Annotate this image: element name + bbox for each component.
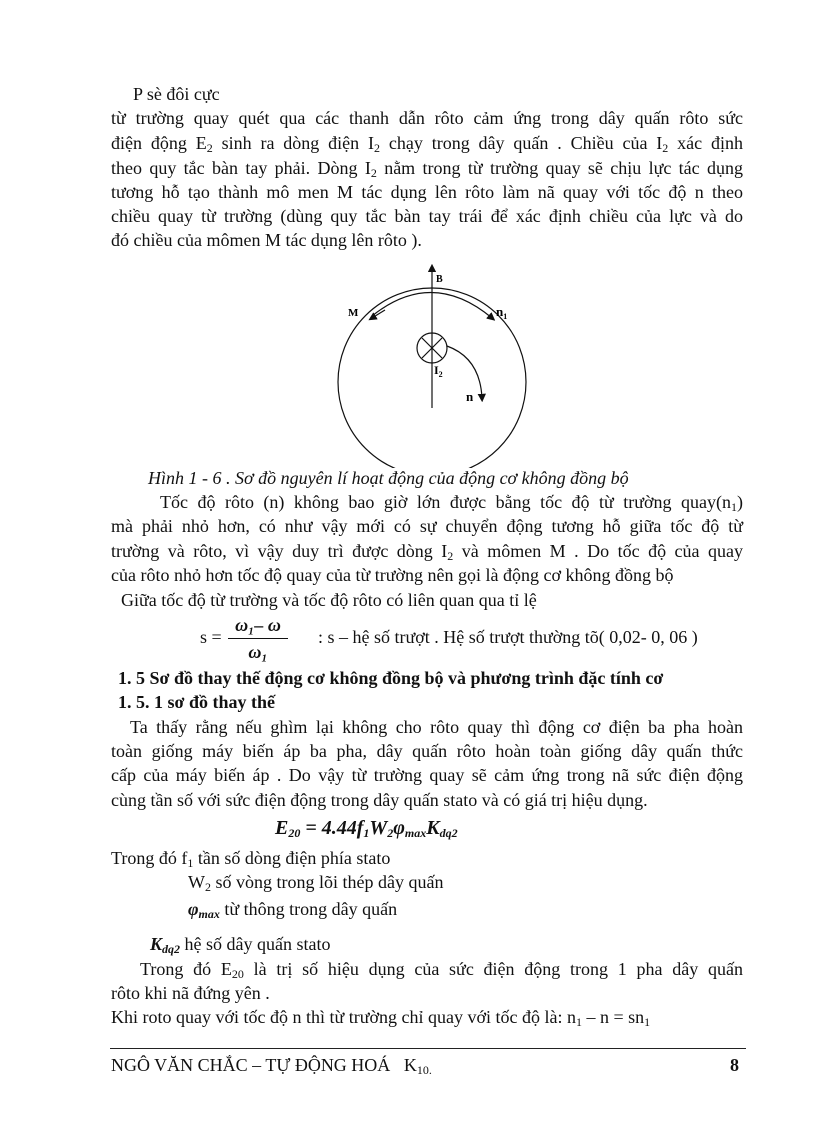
figure-caption: Hình 1 - 6 . Sơ đồ nguyên lí hoạt động của động cơ không đồng bộ: [148, 468, 629, 488]
definition-line: $W_2$ số vòng trong lõi thép dây quấn: [188, 872, 444, 894]
footer-rule: [110, 1048, 746, 1049]
paragraph-line: của rôto nhỏ hơn tốc độ quay của từ trường nên gọi là động cơ không đồng bộ: [111, 565, 674, 585]
paragraph-line: mà phải nhỏ hơn, có như vậy mới có sự chuyển động tương hỗ giữa tốc độ từ: [111, 516, 743, 536]
slip-denominator: ω₁: [248, 642, 268, 662]
label-B: B: [436, 274, 443, 285]
paragraph-line: P sè đôi cực: [133, 84, 220, 104]
paragraph-line: từ trường quay quét qua các thanh dẫn rôto cảm ứng trong dây quấn rôto sức: [111, 108, 743, 128]
paragraph-line: Ta thấy rằng nếu ghìm lại không cho rôto quay thì động cơ điện ba pha hoàn: [130, 717, 743, 737]
slip-formula-lhs: s =: [200, 627, 222, 647]
paragraph-line: tương hỗ tạo thành mô men M tác dụng lên rôto làm nã quay với tốc độ n theo: [111, 182, 743, 202]
paragraph-line: Khi roto quay với tốc độ n thì từ trường chỉ quay với tốc độ là: $n_1 - n = sn_1$: [111, 1007, 651, 1029]
paragraph-line: Trong đó $E_{20}$ là trị số hiệu dụng của sức điện động trong 1 pha dây quấn: [140, 959, 743, 981]
paragraph-line: chiều quay từ trường (dùng quy tắc bàn tay trái để xác định chiều của lực và do: [111, 206, 743, 226]
page-number: 8: [730, 1055, 739, 1075]
slip-numerator: ω₁– ω: [228, 614, 288, 639]
section-heading: 1. 5 Sơ đồ thay thế động cơ không đồng bộ và phương trình đặc tính cơ: [118, 668, 664, 688]
paragraph-line: cấp của máy biến áp . Do vậy từ trường quay sẽ cảm ứng trong nã sức điện động: [111, 765, 743, 785]
paragraph-line: điện động $E_2$ sinh ra dòng điện $I_2$ chạy trong dây quấn . Chiều của $I_2$ xác định: [111, 133, 743, 155]
label-I2: $I_2$: [434, 363, 443, 379]
definition-line: $\varphi_{max}$ từ thông trong dây quấn: [188, 899, 398, 921]
rotor-rotation-arc: [447, 346, 482, 398]
paragraph-line: toàn giống máy biến áp ba pha, dây quấn rôto hoàn toàn giống dây quấn thức: [111, 741, 743, 761]
paragraph-line: cùng tần số với sức điện động trong dây quấn stato và có giá trị hiệu dụng.: [111, 790, 648, 810]
paragraph-line: trường và rôto, vì vậy duy trì được dòng $I_2$ và mômen M . Do tốc độ của quay: [111, 541, 743, 563]
motor-principle-figure: [330, 258, 540, 468]
paragraph-line: theo quy tắc bàn tay phải. Dòng $I_2$ nằm trong từ trường quay sẽ chịu lực tác dụng: [111, 158, 743, 180]
paragraph-line: Giữa tốc độ từ trường và tốc độ rôto có liên quan qua tỉ lệ: [121, 590, 537, 610]
label-M: M: [348, 307, 359, 319]
paragraph-line: rôto khi nã đứng yên .: [111, 983, 270, 1003]
slip-formula-fraction: [228, 614, 288, 663]
subsection-heading: 1. 5. 1 sơ đồ thay thế: [118, 692, 275, 712]
paragraph-line: đó chiều của mômen M tác dụng lên rôto ).: [111, 230, 422, 250]
emf-formula: $E_{20} = 4.44f_1W_2\varphi_{max}K_{dq2}$: [275, 817, 458, 840]
definition-line: Trong đó $f_1$ tần số dòng điện phía stato: [111, 848, 391, 870]
label-n1: $n_1$: [496, 304, 508, 321]
label-n: n: [466, 389, 474, 404]
paragraph-line: Tốc độ rôto (n) không bao giờ lớn được bằng tốc độ từ trường $quay(n_1)$: [160, 492, 743, 514]
slip-formula-description: : s – hệ số trượt . Hệ số trượt thường tõ( 0,02- 0, 06 ): [318, 627, 698, 647]
footer-author: NGÔ VĂN CHẮC – TỰ ĐỘNG HOÁ $K_{10.}$: [111, 1055, 432, 1077]
definition-line: $K_{dq2}$ hệ số dây quấn stato: [150, 934, 331, 956]
